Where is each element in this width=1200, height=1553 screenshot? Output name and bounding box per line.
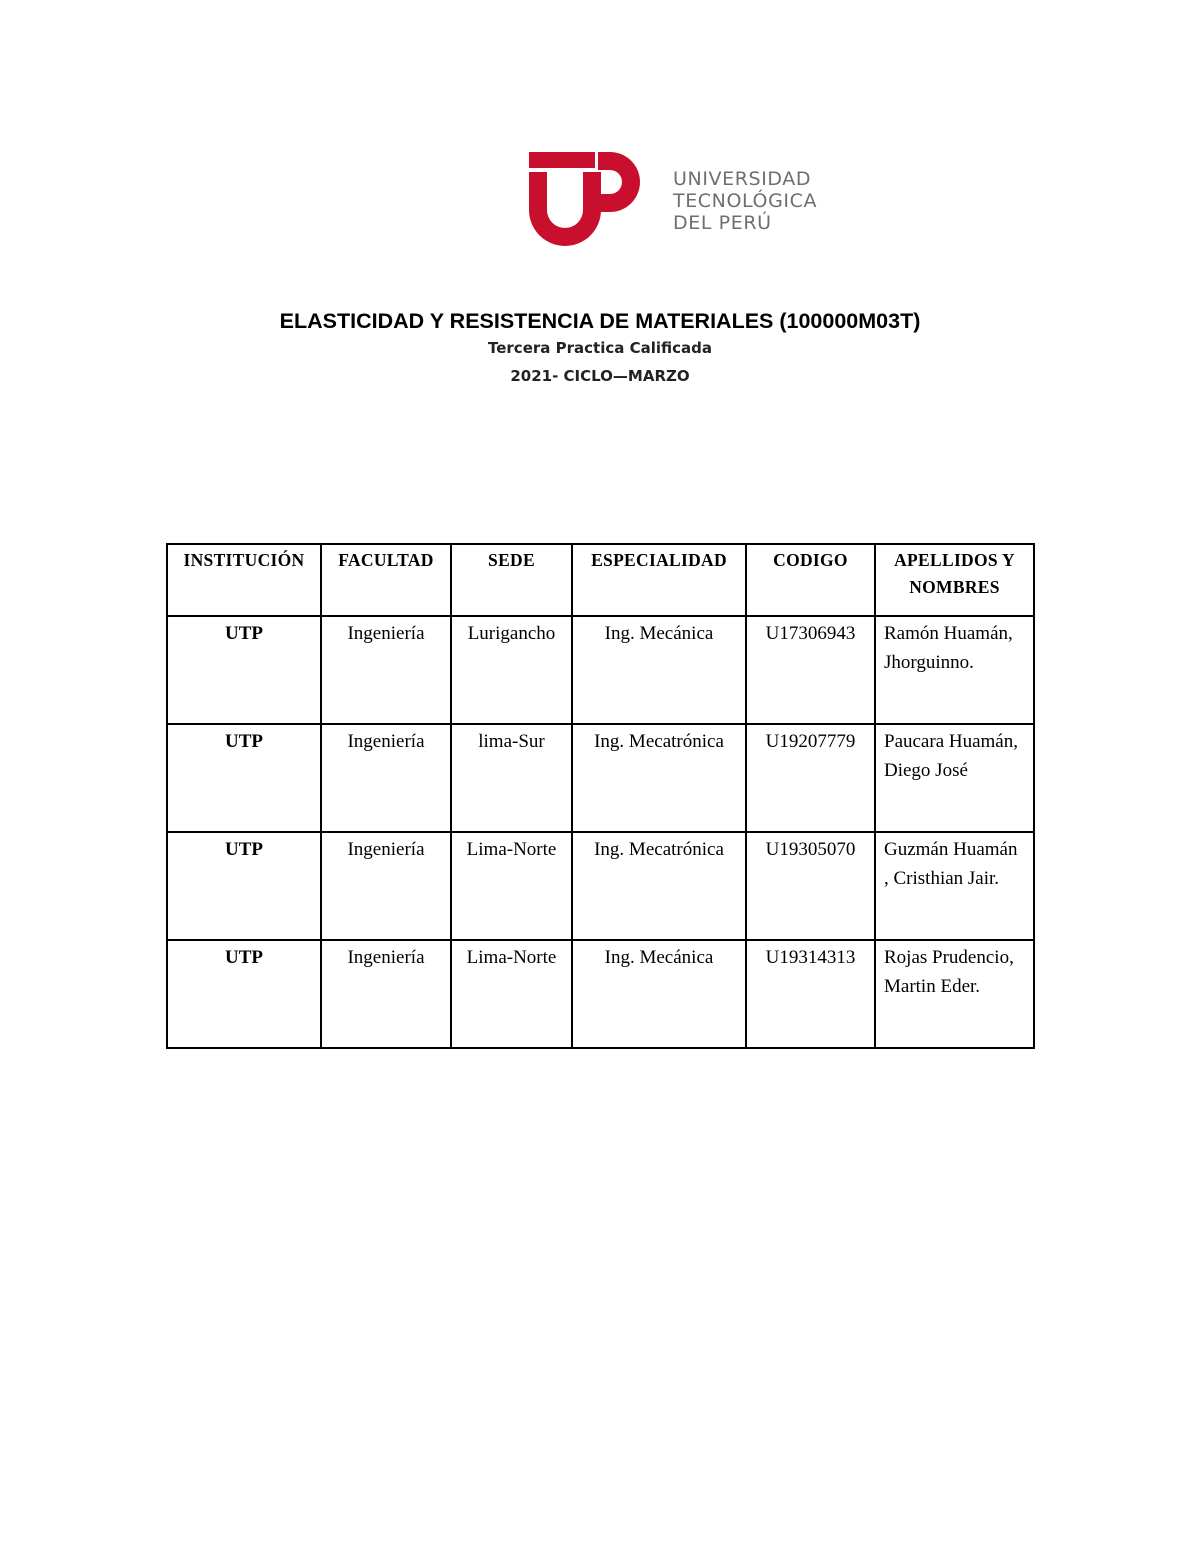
cell-codigo: U17306943 — [746, 616, 875, 724]
logo-line-1: UNIVERSIDAD — [673, 168, 812, 190]
document-title: ELASTICIDAD Y RESISTENCIA DE MATERIALES (100000M03T) — [279, 309, 921, 333]
cell-nombre: Guzmán Huamán , Cristhian Jair. — [875, 832, 1034, 940]
logo-line-2: TECNOLÓGICA — [673, 190, 818, 212]
cell-nombre: Paucara Huamán, Diego José — [875, 724, 1034, 832]
header-codigo: CODIGO — [746, 544, 875, 616]
cell-facultad: Ingeniería — [321, 832, 451, 940]
cell-facultad: Ingeniería — [321, 724, 451, 832]
cell-especialidad: Ing. Mecánica — [572, 616, 746, 724]
document-cycle: 2021- CICLO—MARZO — [510, 367, 690, 385]
cell-especialidad: Ing. Mecatrónica — [572, 724, 746, 832]
table-row — [167, 940, 1034, 1048]
cell-nombre: Rojas Prudencio, Martin Eder. — [875, 940, 1034, 1048]
cell-institucion: UTP — [167, 940, 321, 1048]
cell-codigo: U19207779 — [746, 724, 875, 832]
header-institucion: INSTITUCIÓN — [167, 544, 321, 616]
cell-institucion: UTP — [167, 724, 321, 832]
cell-facultad: Ingeniería — [321, 940, 451, 1048]
header-apellidos-nombres: APELLIDOS Y NOMBRES — [875, 544, 1034, 616]
cell-sede: Lima-Norte — [451, 940, 572, 1048]
cell-nombre: Ramón Huamán, Jhorguinno. — [875, 616, 1034, 724]
logo-line-3: DEL PERÚ — [673, 212, 772, 234]
table-row — [167, 832, 1034, 940]
utp-logo-icon — [526, 150, 646, 256]
header-facultad: FACULTAD — [321, 544, 451, 616]
table-header-row — [167, 544, 1034, 616]
table-row — [167, 616, 1034, 724]
cell-codigo: U19305070 — [746, 832, 875, 940]
cell-sede: lima-Sur — [451, 724, 572, 832]
cell-institucion: UTP — [167, 832, 321, 940]
cell-institucion: UTP — [167, 616, 321, 724]
logo-wordmark — [673, 168, 817, 234]
table-row — [167, 724, 1034, 832]
student-roster-table — [166, 543, 1035, 1049]
cell-codigo: U19314313 — [746, 940, 875, 1048]
header-sede: SEDE — [451, 544, 572, 616]
document-subtitle: Tercera Practica Calificada — [488, 339, 712, 357]
header-especialidad: ESPECIALIDAD — [572, 544, 746, 616]
cell-sede: Lurigancho — [451, 616, 572, 724]
cell-especialidad: Ing. Mecatrónica — [572, 832, 746, 940]
cell-facultad: Ingeniería — [321, 616, 451, 724]
cell-sede: Lima-Norte — [451, 832, 572, 940]
cell-especialidad: Ing. Mecánica — [572, 940, 746, 1048]
university-logo — [526, 150, 836, 256]
